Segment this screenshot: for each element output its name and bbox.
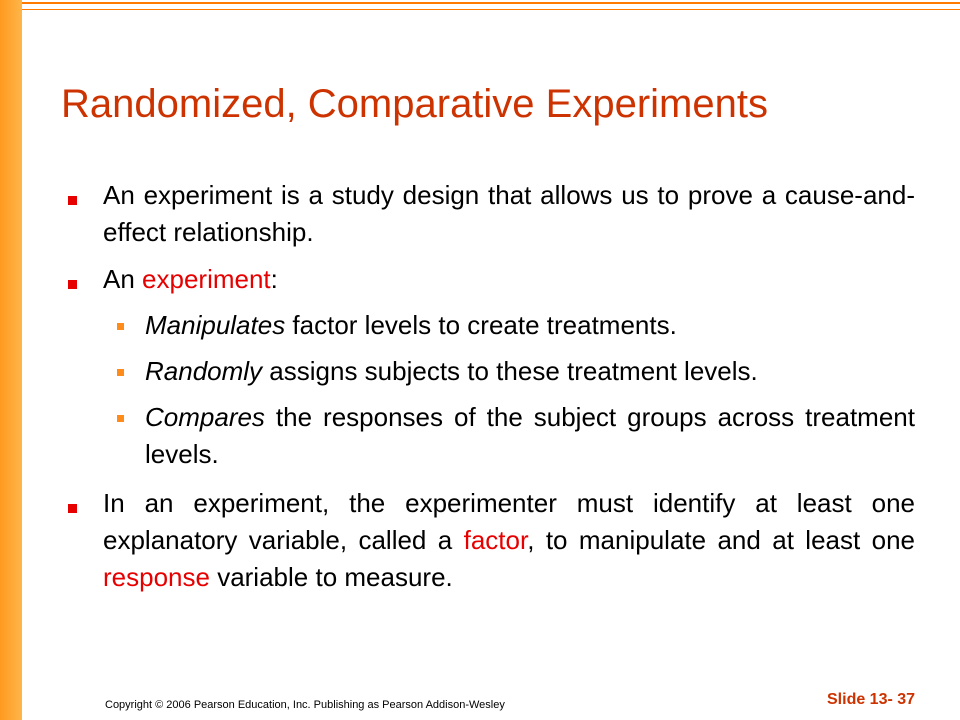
bullet-item	[103, 485, 915, 596]
sub-bullet-item	[145, 399, 915, 473]
bullet-square-icon	[68, 196, 77, 205]
highlight-term: experiment	[142, 264, 271, 294]
sub-bullet-text: factor levels to create treatments.	[285, 310, 677, 340]
bullet-text: :	[270, 264, 278, 294]
top-rule-line	[22, 2, 960, 4]
bullet-square-icon	[68, 504, 77, 513]
bullet-text: In an experiment, the experimenter must identify at least one explanatory variable, called a	[103, 488, 915, 555]
bullet-text: An	[103, 264, 143, 294]
sub-bullet-text: assigns subjects to these treatment levels.	[262, 356, 758, 386]
highlight-term: factor	[463, 525, 528, 555]
top-rule-line	[22, 9, 960, 10]
bullet-text: variable to measure.	[209, 562, 453, 592]
italic-term: Compares	[145, 402, 265, 432]
slide-number: Slide 13- 37	[827, 691, 916, 708]
sub-bullet-square-icon	[117, 323, 124, 330]
bullet-item	[103, 261, 915, 298]
bullet-item: An experiment is a study design that allows us to prove a cause-and-effect relationship.	[103, 180, 915, 247]
top-rule	[22, 2, 960, 10]
sub-bullet-square-icon	[117, 369, 124, 376]
bullet-square-icon	[68, 280, 77, 289]
italic-term: Manipulates	[145, 310, 286, 340]
sub-bullet-item	[145, 353, 915, 390]
copyright-notice: Copyright © 2006 Pearson Education, Inc. Publishing as Pearson Addison-Wesley	[105, 699, 505, 711]
slide-title: Randomized, Comparative Experiments	[61, 82, 768, 126]
highlight-term: response	[103, 562, 210, 592]
sub-bullet-item	[145, 307, 915, 344]
sub-bullet-square-icon	[117, 415, 124, 422]
bullet-text: , to manipulate and at least one	[527, 525, 915, 555]
italic-term: Randomly	[145, 356, 263, 386]
sub-bullet-text: the responses of the subject groups across treatment levels.	[145, 402, 915, 469]
left-accent-bar	[0, 0, 22, 720]
